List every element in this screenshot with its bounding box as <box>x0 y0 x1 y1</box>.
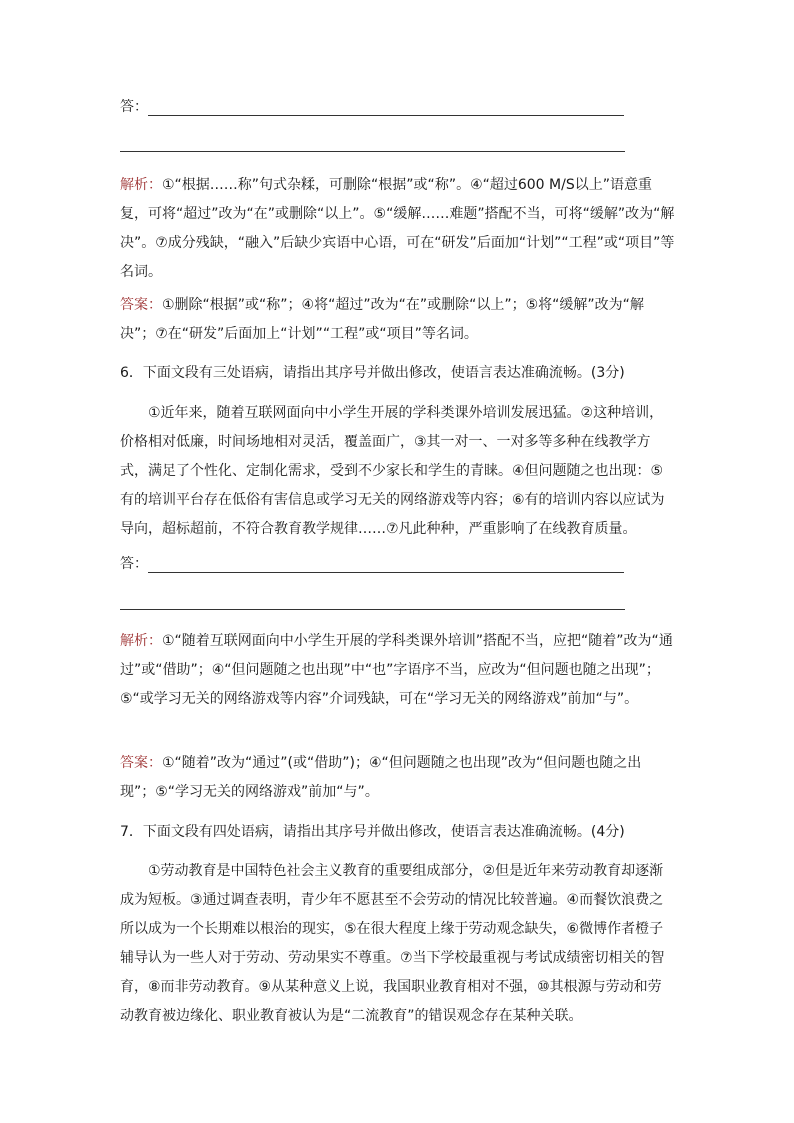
answer-blank <box>148 556 624 573</box>
passage-q6 <box>120 399 675 544</box>
answer-label: 答： <box>120 99 148 115</box>
answer-key-q5 <box>120 291 675 349</box>
answer-blank-second-line <box>120 609 625 610</box>
analysis-label: 解析： <box>120 633 162 649</box>
question-7 <box>120 818 675 847</box>
answer-key-q6 <box>120 749 675 807</box>
passage-text: ①劳动教育是中国特色社会主义教育的重要组成部分，②但是近年来劳动教育却逐渐成为短板。③通过调查表明，青少年不愿甚至不会劳动的情况比较普遍。④而餐饮浪费之所以成为一个长期难以根治的现实，⑤在很大程度上缘于劳动观念缺失，⑥微博作者橙子辅导认为一些人对于劳动、劳动果实不尊重。⑦当下学校最重视与考试成绩密切相关的智育，⑧而非劳动教育。⑨从某种意义上说，我国职业教育相对不强，⑩其根源与劳动和劳动教育被边缘化、职业教育被认为是“二流教育”的错误观念存在某种关联。 <box>120 863 665 1024</box>
question-text: 7．下面文段有四处语病，请指出其序号并做出修改，使语言表达准确流畅。(4分) <box>120 824 625 840</box>
answer-blank-second-line <box>120 151 625 152</box>
analysis-q6 <box>120 627 675 714</box>
analysis-label: 解析： <box>120 177 162 193</box>
answer-key-label: 答案： <box>120 297 162 313</box>
question-text: 6．下面文段有三处语病，请指出其序号并做出修改，使语言表达准确流畅。(3分) <box>120 365 625 381</box>
analysis-q5 <box>120 171 675 287</box>
answer-line-q5 <box>120 96 624 116</box>
passage-text: ①近年来，随着互联网面向中小学生开展的学科类课外培训发展迅猛。②这种培训，价格相对低廉，时间场地相对灵活，覆盖面广，③其一对一、一对多等多种在线教学方式，满足了个性化、定制化需求，受到不少家长和学生的青睐。④但问题随之也出现：⑤有的培训平台存在低俗有害信息或学习无关的网络游戏等内容；⑥有的培训内容以应试为导向，超标超前，不符合教育教学规律……⑦凡此种种，严重影响了在线教育质量。 <box>120 405 665 537</box>
analysis-text: ①“随着互联网面向中小学生开展的学科类课外培训”搭配不当，应把“随着”改为“通过”或“借助”；④“但问题随之也出现”中“也”字语序不当，应改为“但问题也随之出现”；⑤“或学习无关的网络游戏等内容”介词残缺，可在“学习无关的网络游戏”前加“与”。 <box>120 633 673 707</box>
answer-line-q6 <box>120 553 624 573</box>
answer-blank <box>148 99 624 116</box>
analysis-text: ①“根据……称”句式杂糅，可删除“根据”或“称”。④“超过600 M/S以上”语意重复，可将“超过”改为“在”或删除“以上”。⑤“缓解……难题”搭配不当，可将“缓解”改为“解决”。⑦成分残缺，“融入”后缺少宾语中心语，可在“研发”后面加“计划”“工程”或“项目”等名词。 <box>120 177 675 280</box>
answer-key-text: ①“随着”改为“通过”(或“借助”)；④“但问题随之也出现”改为“但问题也随之出现”；⑤“学习无关的网络游戏”前加“与”。 <box>120 755 642 800</box>
answer-key-text: ①删除“根据”或“称”；④将“超过”改为“在”或删除“以上”；⑤将“缓解”改为“解决”；⑦在“研发”后面加上“计划”“工程”或“项目”等名词。 <box>120 297 644 342</box>
question-6 <box>120 359 675 388</box>
answer-key-label: 答案： <box>120 755 162 771</box>
answer-label: 答： <box>120 556 148 572</box>
passage-q7 <box>120 857 675 1031</box>
